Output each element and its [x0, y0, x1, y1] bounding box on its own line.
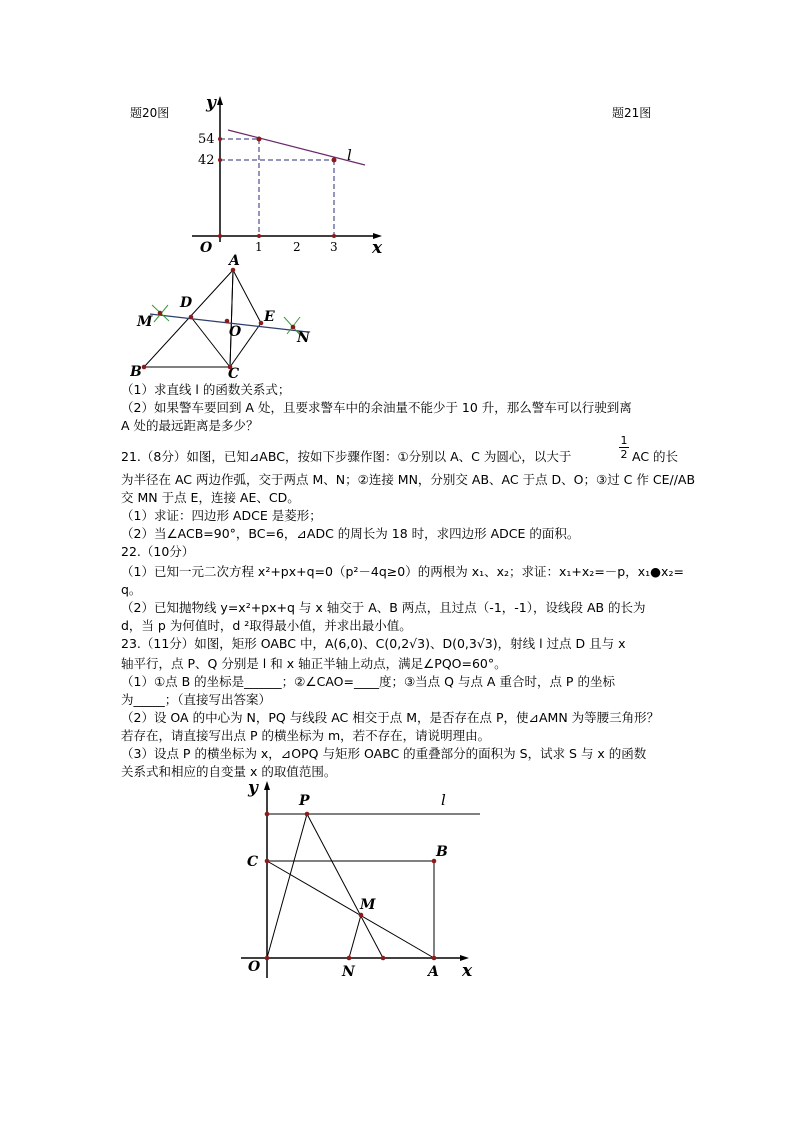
y-tick-54: 54 [198, 132, 215, 147]
segment-op [267, 814, 307, 958]
label-d: D [180, 295, 193, 311]
label-p: P [299, 793, 310, 809]
label-a: A [229, 253, 240, 269]
label-b: B [436, 844, 448, 860]
tick-3-dot [332, 234, 336, 238]
y-axis-arrow [264, 781, 270, 790]
x-tick-1: 1 [255, 240, 263, 254]
fraction-half [619, 434, 629, 461]
q21-line1-a: 21.（8分）如图，已知⊿ABC，按如下步骤作图：①分别以 A、C 为圆心，以大于 [121, 449, 572, 464]
q21-line3: 交 MN 于点 E，连接 AE、CD。 [121, 490, 300, 505]
q23-part3-line1: （3）设点 P 的横坐标为 x，⊿OPQ 与矩形 OABC 的重叠部分的面积为 S，试求 S 与 x 的函数 [121, 746, 647, 761]
line-l-label: l [347, 146, 352, 164]
q21-line2: 为半径在 AC 两边作弧，交于两点 M、N；②连接 MN，分别交 AB、AC 于点 D、O；③过 C 作 CE//AB [121, 472, 696, 487]
point-3-42 [332, 158, 337, 163]
q23-part2-line1: （2）设 OA 的中心为 N，PQ 与线段 AC 相交于点 M，是否存在点 P，使⊿AMN 为等腰三角形？ [121, 710, 660, 725]
rectangle-oabc-figure [236, 778, 486, 983]
x-tick-3: 3 [330, 240, 338, 254]
y-axis-label: y [206, 93, 216, 113]
q20-part2-line1: （2）如果警车要回到 A 处，且要求警车中的余油量不能少于 10 升，那么警车可以行驶到离 [121, 400, 632, 415]
x-axis-label: x [372, 238, 383, 258]
q21-part2: （2）当∠ACB=90°，BC=6，⊿ADC 的周长为 18 时，求四边形 ADCE 的面积。 [121, 526, 580, 541]
x-axis-label: x [462, 961, 473, 981]
segment-pq [307, 814, 383, 958]
x-tick-2: 2 [293, 240, 301, 254]
q22-heading: 22.（10分） [121, 544, 195, 559]
point-1-54 [257, 137, 262, 142]
label-l: l [441, 791, 446, 809]
label-m: M [360, 897, 376, 913]
label-e: E [264, 309, 275, 325]
rhombus-construction-figure [130, 250, 330, 380]
label-c: C [247, 854, 259, 870]
diagonal-ca [267, 861, 434, 958]
q23-line2: 轴平行，点 P、Q 分别是 l 和 x 轴正半轴上动点，满足∠PQO=60°。 [121, 656, 507, 671]
fraction-numerator: 1 [620, 434, 628, 447]
y-tick-42: 42 [198, 153, 215, 168]
q20-part1: （1）求直线 l 的函数关系式； [121, 382, 291, 397]
q21-line1-b: AC 的长 [632, 449, 679, 464]
origin-dot [218, 234, 222, 238]
figure-21-caption: 题21图 [612, 106, 652, 120]
y-axis-arrow [217, 96, 223, 105]
q21-part1: （1）求证：四边形 ADCE 是菱形； [121, 508, 322, 523]
q23-part2-line2: 若存在，请直接写出点 P 的横坐标为 m，若不存在，请说明理由。 [121, 728, 491, 743]
label-n: N [297, 330, 310, 346]
segment-ac [230, 270, 233, 367]
figure-20-caption: 题20图 [130, 106, 170, 120]
origin-label: O [200, 240, 213, 256]
q23-part3-line2: 关系式和相应的自变量 x 的取值范围。 [121, 764, 337, 779]
label-m: M [137, 314, 153, 330]
y-axis-label: y [248, 778, 258, 798]
q22-part2-line1: （2）已知抛物线 y=x²+px+q 与 x 轴交于 A、B 两点，且过点（-1，-1），设线段 AB 的长为 [121, 600, 646, 615]
tick-1-dot [257, 234, 261, 238]
q22-part2-line2: d，当 p 为何值时，d ²取得最小值，并求出最小值。 [121, 618, 412, 633]
q22-part1-line1: （1）已知一元二次方程 x²+px+q=0（p²－4q≥0）的两根为 x₁、x₂；求证：x₁+x₂=－p，x₁●x₂= [121, 564, 684, 579]
q22-part1-line2: q。 [121, 582, 142, 597]
label-o: O [248, 959, 261, 975]
label-c: C [228, 366, 240, 380]
q23-part1-line1: （1）①点 B 的坐标是______；②∠CAO=____度；③当点 Q 与点 A 重合时，点 P 的坐标 [121, 674, 615, 689]
q20-part2-line2: A 处的最远距离是多少？ [121, 418, 259, 433]
fraction-denominator: 2 [620, 448, 628, 461]
q23-part1-line2: 为_____；（直接写出答案） [121, 692, 272, 707]
label-a: A [428, 964, 439, 980]
segment-ae [233, 270, 261, 323]
q23-line1: 23.（11分）如图，矩形 OABC 中，A(6,0)、C(0,2√3)、D(0,3√3)，射线 l 过点 D 且与 x [121, 636, 626, 651]
fuel-line-graph [190, 92, 390, 258]
tick-54-dot [218, 137, 222, 141]
label-b: B [130, 364, 142, 380]
segment-cd [191, 317, 230, 367]
label-o: O [229, 324, 242, 340]
label-n: N [342, 964, 355, 980]
segment-nm [349, 915, 361, 958]
tick-42-dot [218, 158, 222, 162]
